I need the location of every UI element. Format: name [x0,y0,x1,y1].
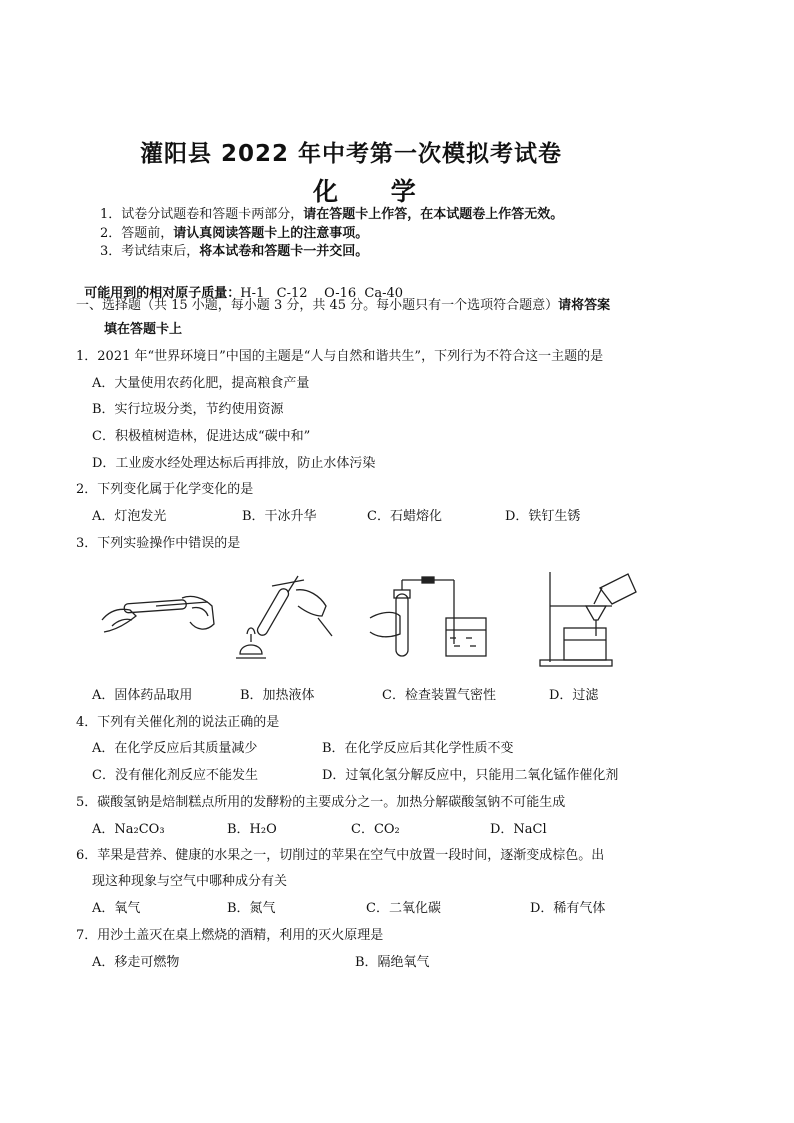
note-plain: 考试结束后， [121,244,200,259]
q7-option-a: A．移走可燃物 [92,955,180,970]
q2-option-d: D．铁钉生锈 [505,509,581,524]
q6-option-a: A．氧气 [92,901,141,916]
note-plain: 答题前， [121,226,174,241]
section-plain: 一、选择题（共 15 小题，每小题 3 分，共 45 分。每小题只有一个选项符合题意） [76,298,559,313]
figure-airtightness-check [366,572,492,662]
q2-option-b: B．干冰升华 [242,509,317,524]
q4-stem: 4．下列有关催化剂的说法正确的是 [76,715,280,730]
q1-option-c: C．积极植树造林，促进达成“碳中和” [92,429,311,444]
q6-option-b: B．氮气 [227,901,276,916]
q6-stem-line-1: 6．苹果是营养、健康的水果之一，切削过的苹果在空气中放置一段时间，逐渐变成棕色。出 [76,848,605,863]
q2-option-a: A．灯泡发光 [92,509,167,524]
q3-stem: 3．下列实验操作中错误的是 [76,536,241,551]
figure-solid-reagent [96,580,220,642]
q4-option-c: C．没有催化剂反应不能发生 [92,768,258,783]
q1-option-b: B．实行垃圾分类，节约使用资源 [92,402,284,417]
section-bold-2: 填在答题卡上 [104,322,183,337]
note-num: 1． [100,207,122,222]
q1-option-a: A．大量使用农药化肥，提高粮食产量 [92,376,310,391]
note-plain: 试卷分试题卷和答题卡两部分， [121,207,304,222]
q5-stem: 5．碳酸氢钠是焙制糕点所用的发酵粉的主要成分之一。加热分解碳酸氢钠不可能生成 [76,795,566,810]
q5-option-c: C．CO₂ [351,822,400,837]
q7-stem: 7．用沙土盖灭在桌上燃烧的酒精，利用的灭火原理是 [76,928,384,943]
subject-title: 化 学 [313,177,438,206]
q6-option-c: C．二氧化碳 [366,901,441,916]
section-bold-1: 请将答案 [558,298,611,313]
q2-stem: 2．下列变化属于化学变化的是 [76,482,254,497]
atomic-mass-label: 可能用到的相对原子质量： [84,286,241,301]
note-1 [100,207,563,223]
note-2 [100,226,368,242]
q6-option-d: D．稀有气体 [530,901,606,916]
q4-option-b: B．在化学反应后其化学性质不变 [322,741,514,756]
q4-option-a: A．在化学反应后其质量减少 [92,741,258,756]
note-3 [100,244,368,260]
q3-option-b: B．加热液体 [240,688,315,703]
exam-title: 灌阳县 2022 年中考第一次模拟考试卷 [140,141,563,167]
q2-option-c: C．石蜡熔化 [367,509,442,524]
q1-option-d: D．工业废水经处理达标后再排放，防止水体污染 [92,456,376,471]
q1-stem: 1．2021 年“世界环境日”中国的主题是“人与自然和谐共生”，下列行为不符合这一主题的是 [76,349,604,364]
q3-option-d: D．过滤 [549,688,599,703]
q5-option-a: A．Na₂CO₃ [92,822,165,837]
note-num: 2． [100,226,122,241]
q5-option-d: D．NaCl [490,822,547,837]
figure-filtration [536,570,640,668]
note-bold: 将本试卷和答题卡一并交回。 [199,244,369,259]
figure-heating-liquid [232,576,342,662]
atomic-mass-values: H-1 C-12 O-16 Ca-40 [240,286,404,301]
q5-option-b: B．H₂O [227,822,277,837]
note-bold: 请在答题卡上作答，在本试题卷上作答无效。 [303,207,564,222]
q3-option-a: A．固体药品取用 [92,688,193,703]
q7-option-b: B．隔绝氧气 [355,955,430,970]
q6-stem-line-2: 现这种现象与空气中哪种成分有关 [92,874,288,889]
note-num: 3． [100,244,122,259]
note-bold: 请认真阅读答题卡上的注意事项。 [173,226,369,241]
q3-option-c: C．检查装置气密性 [382,688,496,703]
q4-option-d: D．过氧化氢分解反应中，只能用二氧化锰作催化剂 [322,768,619,783]
section-heading [76,298,610,314]
